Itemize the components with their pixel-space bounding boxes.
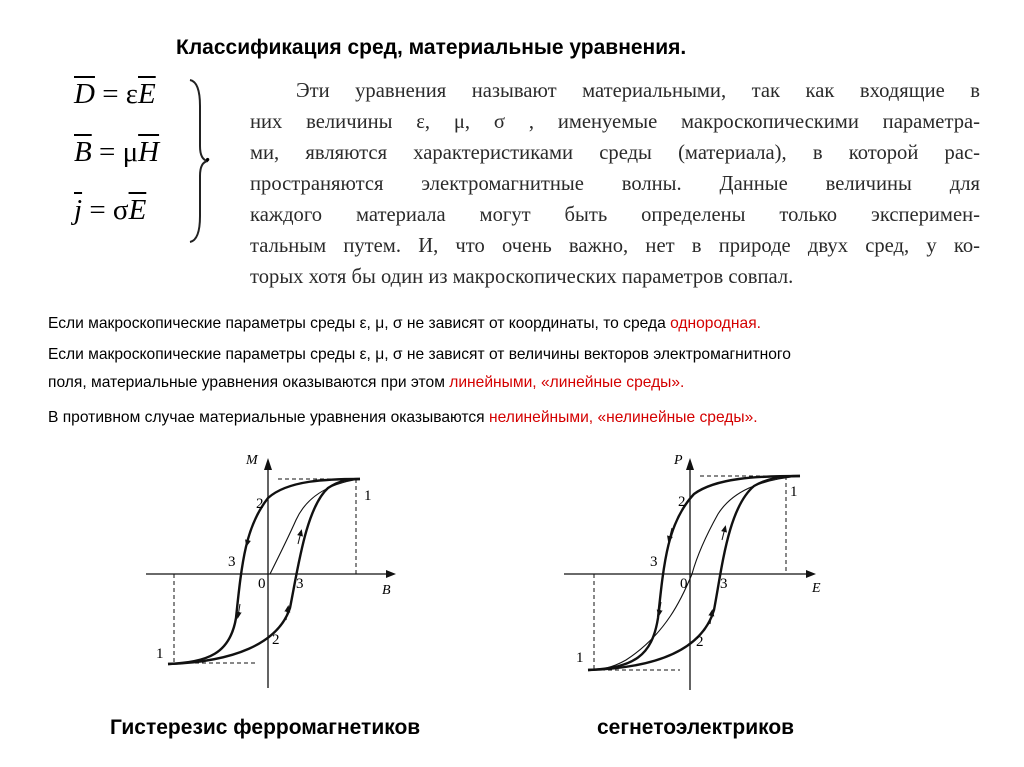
eq2-op: = μ bbox=[91, 136, 139, 168]
p2-line1: Если макроскопические параметры среды ε, μ, σ не зависят от величины векторов электромагнитного bbox=[48, 346, 791, 363]
y-axis-arrow-icon bbox=[264, 458, 272, 470]
hysteresis-ascending-branch bbox=[168, 479, 360, 664]
eq2-lhs: $\overline{B}$ bbox=[74, 136, 92, 168]
p3-text: В противном случае материальные уравнения оказываются bbox=[48, 409, 489, 426]
paragraph-linear-cont bbox=[48, 369, 988, 397]
slide-title: Классификация сред, материальные уравнения. bbox=[176, 36, 687, 59]
book-line-2: них величины ε, μ, σ , именуемые макроскопическими параметра- bbox=[250, 111, 980, 133]
point-label-3-left: 3 bbox=[650, 554, 658, 570]
origin-label: 0 bbox=[258, 576, 266, 592]
arrow-up-icon bbox=[722, 528, 725, 540]
x-axis-label: B bbox=[382, 583, 391, 598]
origin-label: 0 bbox=[680, 576, 688, 592]
eq1-op: = ε bbox=[94, 78, 138, 110]
eq3-rhs: $\overline{E}$ bbox=[128, 194, 147, 226]
y-axis-arrow-icon bbox=[686, 458, 694, 470]
book-line-7: торых хотя бы один из макроскопических параметров совпал. bbox=[250, 266, 794, 288]
equation-period: . bbox=[204, 136, 212, 168]
caption-ferromagnetic: Гистерезис ферромагнетиков bbox=[110, 716, 421, 739]
x-axis-label: E bbox=[812, 581, 821, 596]
point-label-3-right: 3 bbox=[720, 576, 728, 592]
y-axis-label: P bbox=[674, 453, 683, 468]
p1-text: Если макроскопические параметры среды ε, μ, σ не зависят от координаты, то среда bbox=[48, 315, 671, 332]
point-label-2-top: 2 bbox=[678, 494, 686, 510]
book-line-4: пространяются электромагнитные волны. Данные величины для bbox=[250, 173, 980, 195]
equation-j bbox=[74, 194, 146, 227]
book-excerpt bbox=[250, 76, 980, 293]
eq2-rhs: $\overline{H}$ bbox=[138, 136, 160, 168]
point-label-1-top: 1 bbox=[364, 488, 372, 504]
paragraph-linear bbox=[48, 341, 988, 369]
p2-line2-text: поля, материальные уравнения оказываются при этом bbox=[48, 374, 450, 391]
caption-ferroelectric: сегнетоэлектриков bbox=[597, 716, 795, 739]
ferroelectric-hysteresis-graph bbox=[556, 448, 846, 698]
p2-highlight: линейными, «линейные среды». bbox=[449, 374, 685, 391]
ferromagnetic-hysteresis-graph bbox=[138, 448, 408, 698]
eq1-rhs: $\overline{E}$ bbox=[138, 78, 156, 110]
initial-magnetization-curve bbox=[270, 479, 360, 574]
point-label-3-left: 3 bbox=[228, 554, 236, 570]
book-line-5: каждого материала могут быть определены только эксперимен- bbox=[250, 204, 980, 226]
equation-b bbox=[74, 136, 159, 169]
book-line-6: тальным путем. И, что очень важно, нет в природе двух сред, у ко- bbox=[250, 235, 980, 257]
x-axis-arrow-icon bbox=[806, 570, 816, 578]
point-label-1-top: 1 bbox=[790, 484, 798, 500]
arrow-up-icon bbox=[298, 532, 301, 544]
equation-d bbox=[74, 78, 156, 111]
point-label-2-top: 2 bbox=[256, 496, 264, 512]
paragraph-nonlinear bbox=[48, 404, 988, 432]
eq3-lhs: $\overline{j}$ bbox=[74, 194, 83, 226]
eq3-op: = σ bbox=[82, 194, 129, 226]
book-line-1: Эти уравнения называют материальными, так как входящие в bbox=[296, 80, 980, 102]
p3-highlight: нелинейными, «нелинейные среды». bbox=[488, 409, 758, 426]
point-label-2-bottom: 2 bbox=[696, 634, 704, 650]
x-axis-arrow-icon bbox=[386, 570, 396, 578]
point-label-3-right: 3 bbox=[296, 576, 304, 592]
eq1-lhs: $\overline{D}$ bbox=[74, 78, 95, 110]
material-equations bbox=[62, 70, 242, 248]
hysteresis-ascending-branch bbox=[588, 476, 800, 670]
point-label-2-bottom: 2 bbox=[272, 632, 280, 648]
book-line-3: ми, являются характеристиками среды (материала), в которой рас- bbox=[250, 142, 980, 164]
paragraph-homogeneous bbox=[48, 310, 988, 338]
initial-polarization-curve-top bbox=[692, 476, 800, 574]
p1-highlight: однородная. bbox=[670, 315, 761, 332]
y-axis-label: M bbox=[246, 453, 258, 468]
point-label-1-bottom: 1 bbox=[576, 650, 584, 666]
point-label-1-bottom: 1 bbox=[156, 646, 164, 662]
hysteresis-descending-branch bbox=[168, 479, 360, 664]
